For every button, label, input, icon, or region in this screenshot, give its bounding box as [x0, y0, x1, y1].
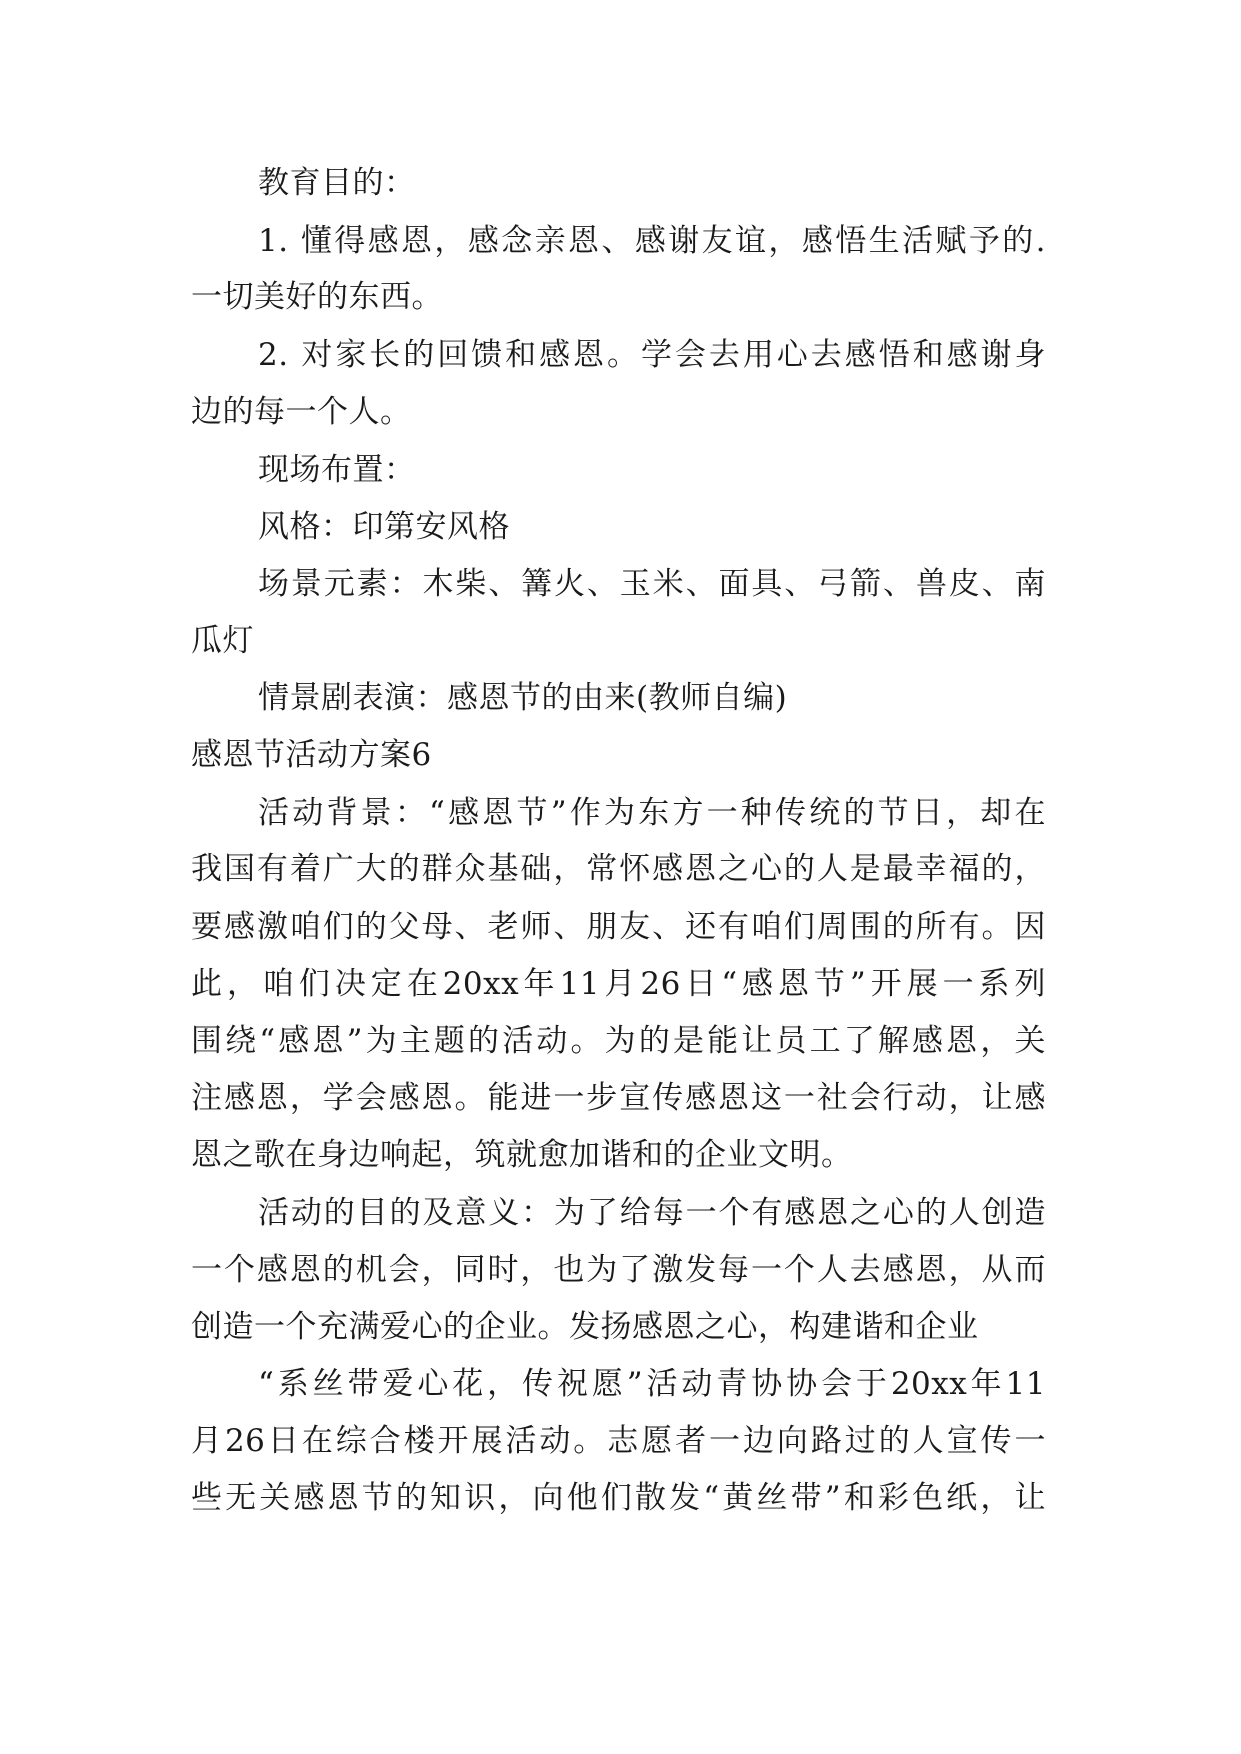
paragraph-line: 些无关感恩节的知识，向他们散发“黄丝带”和彩色纸，让	[191, 1480, 1046, 1516]
paragraph-line: 创造一个充满爱心的企业。发扬感恩之心，构建谐和企业	[191, 1309, 979, 1345]
paragraph-line: 恩之歌在身边响起，筑就愈加谐和的企业文明。	[191, 1137, 853, 1173]
heading-venue-setup: 现场布置：	[258, 452, 416, 488]
paragraph-line: 月26日在综合楼开展活动。志愿者一边向路过的人宣传一	[191, 1423, 1046, 1459]
paragraph-line: 一切美好的东西。	[191, 279, 443, 315]
paragraph-line: 活动的目的及意义：为了给每一个有感恩之心的人创造	[258, 1195, 1046, 1231]
heading-education-goals: 教育目的：	[258, 165, 416, 201]
paragraph-line: 活动背景：“感恩节”作为东方一种传统的节日，却在	[258, 795, 1046, 831]
paragraph-line: 场景元素：木柴、篝火、玉米、面具、弓箭、兽皮、南	[258, 566, 1046, 602]
paragraph-line: 边的每一个人。	[191, 394, 412, 430]
paragraph-line: 围绕“感恩”为主题的活动。为的是能让员工了解感恩，关	[191, 1023, 1046, 1059]
paragraph-line: 瓜灯	[191, 623, 254, 659]
paragraph-line: 要感激咱们的父母、老师、朋友、还有咱们周围的所有。因	[191, 909, 1046, 945]
paragraph-line: 注感恩，学会感恩。能进一步宣传感恩这一社会行动，让感	[191, 1080, 1046, 1116]
paragraph-line: 1. 懂得感恩，感念亲恩、感谢友谊，感悟生活赋予的.	[258, 223, 1046, 259]
paragraph-line: 风格：印第安风格	[258, 509, 510, 545]
paragraph-line: 此，咱们决定在20xx年11月26日“感恩节”开展一系列	[191, 966, 1046, 1002]
paragraph-line: 一个感恩的机会，同时，也为了激发每一个人去感恩，从而	[191, 1252, 1046, 1288]
paragraph-line: “系丝带爱心花，传祝愿”活动青协协会于20xx年11	[258, 1366, 1046, 1402]
paragraph-line: 情景剧表演：感恩节的由来(教师自编)	[258, 680, 788, 716]
paragraph-line: 2. 对家长的回馈和感恩。学会去用心去感悟和感谢身	[258, 337, 1046, 373]
section-title: 感恩节活动方案6	[191, 737, 432, 773]
paragraph-line: 我国有着广大的群众基础，常怀感恩之心的人是最幸福的，	[191, 851, 1046, 887]
